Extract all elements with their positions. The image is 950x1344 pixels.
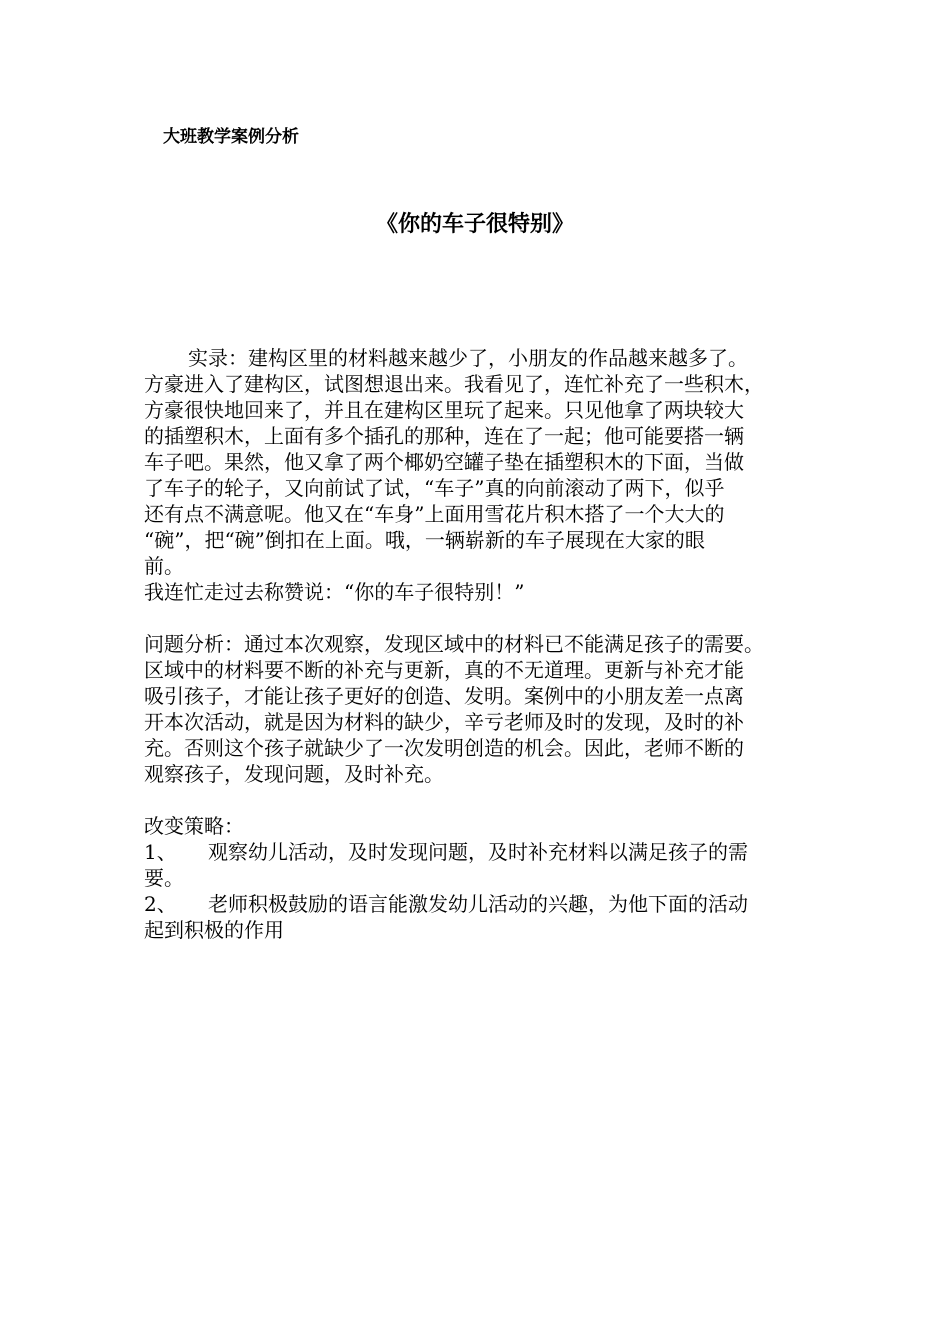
document-body xyxy=(144,345,814,943)
text-line: 要。 xyxy=(144,866,184,890)
text-line: 车子吧。果然，他又拿了两个椰奶空罐子垫在插塑积木的下面，当做 xyxy=(144,450,744,474)
text-line xyxy=(144,345,814,371)
text-line xyxy=(144,839,814,865)
list-number: 1、 xyxy=(144,840,177,864)
text-line: 的插塑积木，上面有多个插孔的那种，连在了一起；他可能要搭一辆 xyxy=(144,424,744,448)
text-line: 方豪进入了建构区，试图想退出来。我看见了，连忙补充了一些积木， xyxy=(144,372,764,396)
text-line: 问题分析：通过本次观察，发现区域中的材料已不能满足孩子的需要。 xyxy=(144,632,764,656)
record-paragraph xyxy=(144,345,814,605)
text-line: 前。 xyxy=(144,554,184,578)
text-line: 区域中的材料要不断的补充与更新，真的不无道理。更新与补充才能 xyxy=(144,658,744,682)
strategy-section xyxy=(144,813,814,943)
document-title: 《你的车子很特别》 xyxy=(375,212,574,237)
text-line-content: 实录：建构区里的材料越来越少了，小朋友的作品越来越多了。 xyxy=(188,346,748,370)
analysis-paragraph xyxy=(144,631,814,787)
strategy-list-item xyxy=(144,891,814,943)
strategy-heading: 改变策略： xyxy=(144,814,244,838)
text-line: 充。否则这个孩子就缺少了一次发明创造的机会。因此，老师不断的 xyxy=(144,736,744,760)
text-line xyxy=(144,891,814,917)
text-line: “碗”，把“碗”倒扣在上面。哦，一辆崭新的车子展现在大家的眼 xyxy=(144,528,705,552)
text-line-content: 观察幼儿活动，及时发现问题，及时补充材料以满足孩子的需 xyxy=(208,840,748,864)
text-line: 起到积极的作用 xyxy=(144,918,284,942)
blank-line xyxy=(144,605,814,631)
list-number: 2、 xyxy=(144,892,177,916)
blank-line xyxy=(144,787,814,813)
text-line: 还有点不满意呢。他又在“车身”上面用雪花片积木搭了一个大大的 xyxy=(144,502,725,526)
document-header: 大班教学案例分析 xyxy=(163,127,299,147)
text-line: 开本次活动，就是因为材料的缺少，辛亏老师及时的发现，及时的补 xyxy=(144,710,744,734)
text-line: 我连忙走过去称赞说：“你的车子很特别！” xyxy=(144,580,525,604)
text-line: 方豪很快地回来了，并且在建构区里玩了起来。只见他拿了两块较大 xyxy=(144,398,744,422)
text-line: 了车子的轮子，又向前试了试，“车子”真的向前滚动了两下，似乎 xyxy=(144,476,725,500)
text-line: 吸引孩子，才能让孩子更好的创造、发明。案例中的小朋友差一点离 xyxy=(144,684,744,708)
strategy-list-item xyxy=(144,839,814,891)
text-line: 观察孩子，发现问题，及时补充。 xyxy=(144,762,444,786)
text-line-content: 老师积极鼓励的语言能激发幼儿活动的兴趣，为他下面的活动 xyxy=(208,892,748,916)
